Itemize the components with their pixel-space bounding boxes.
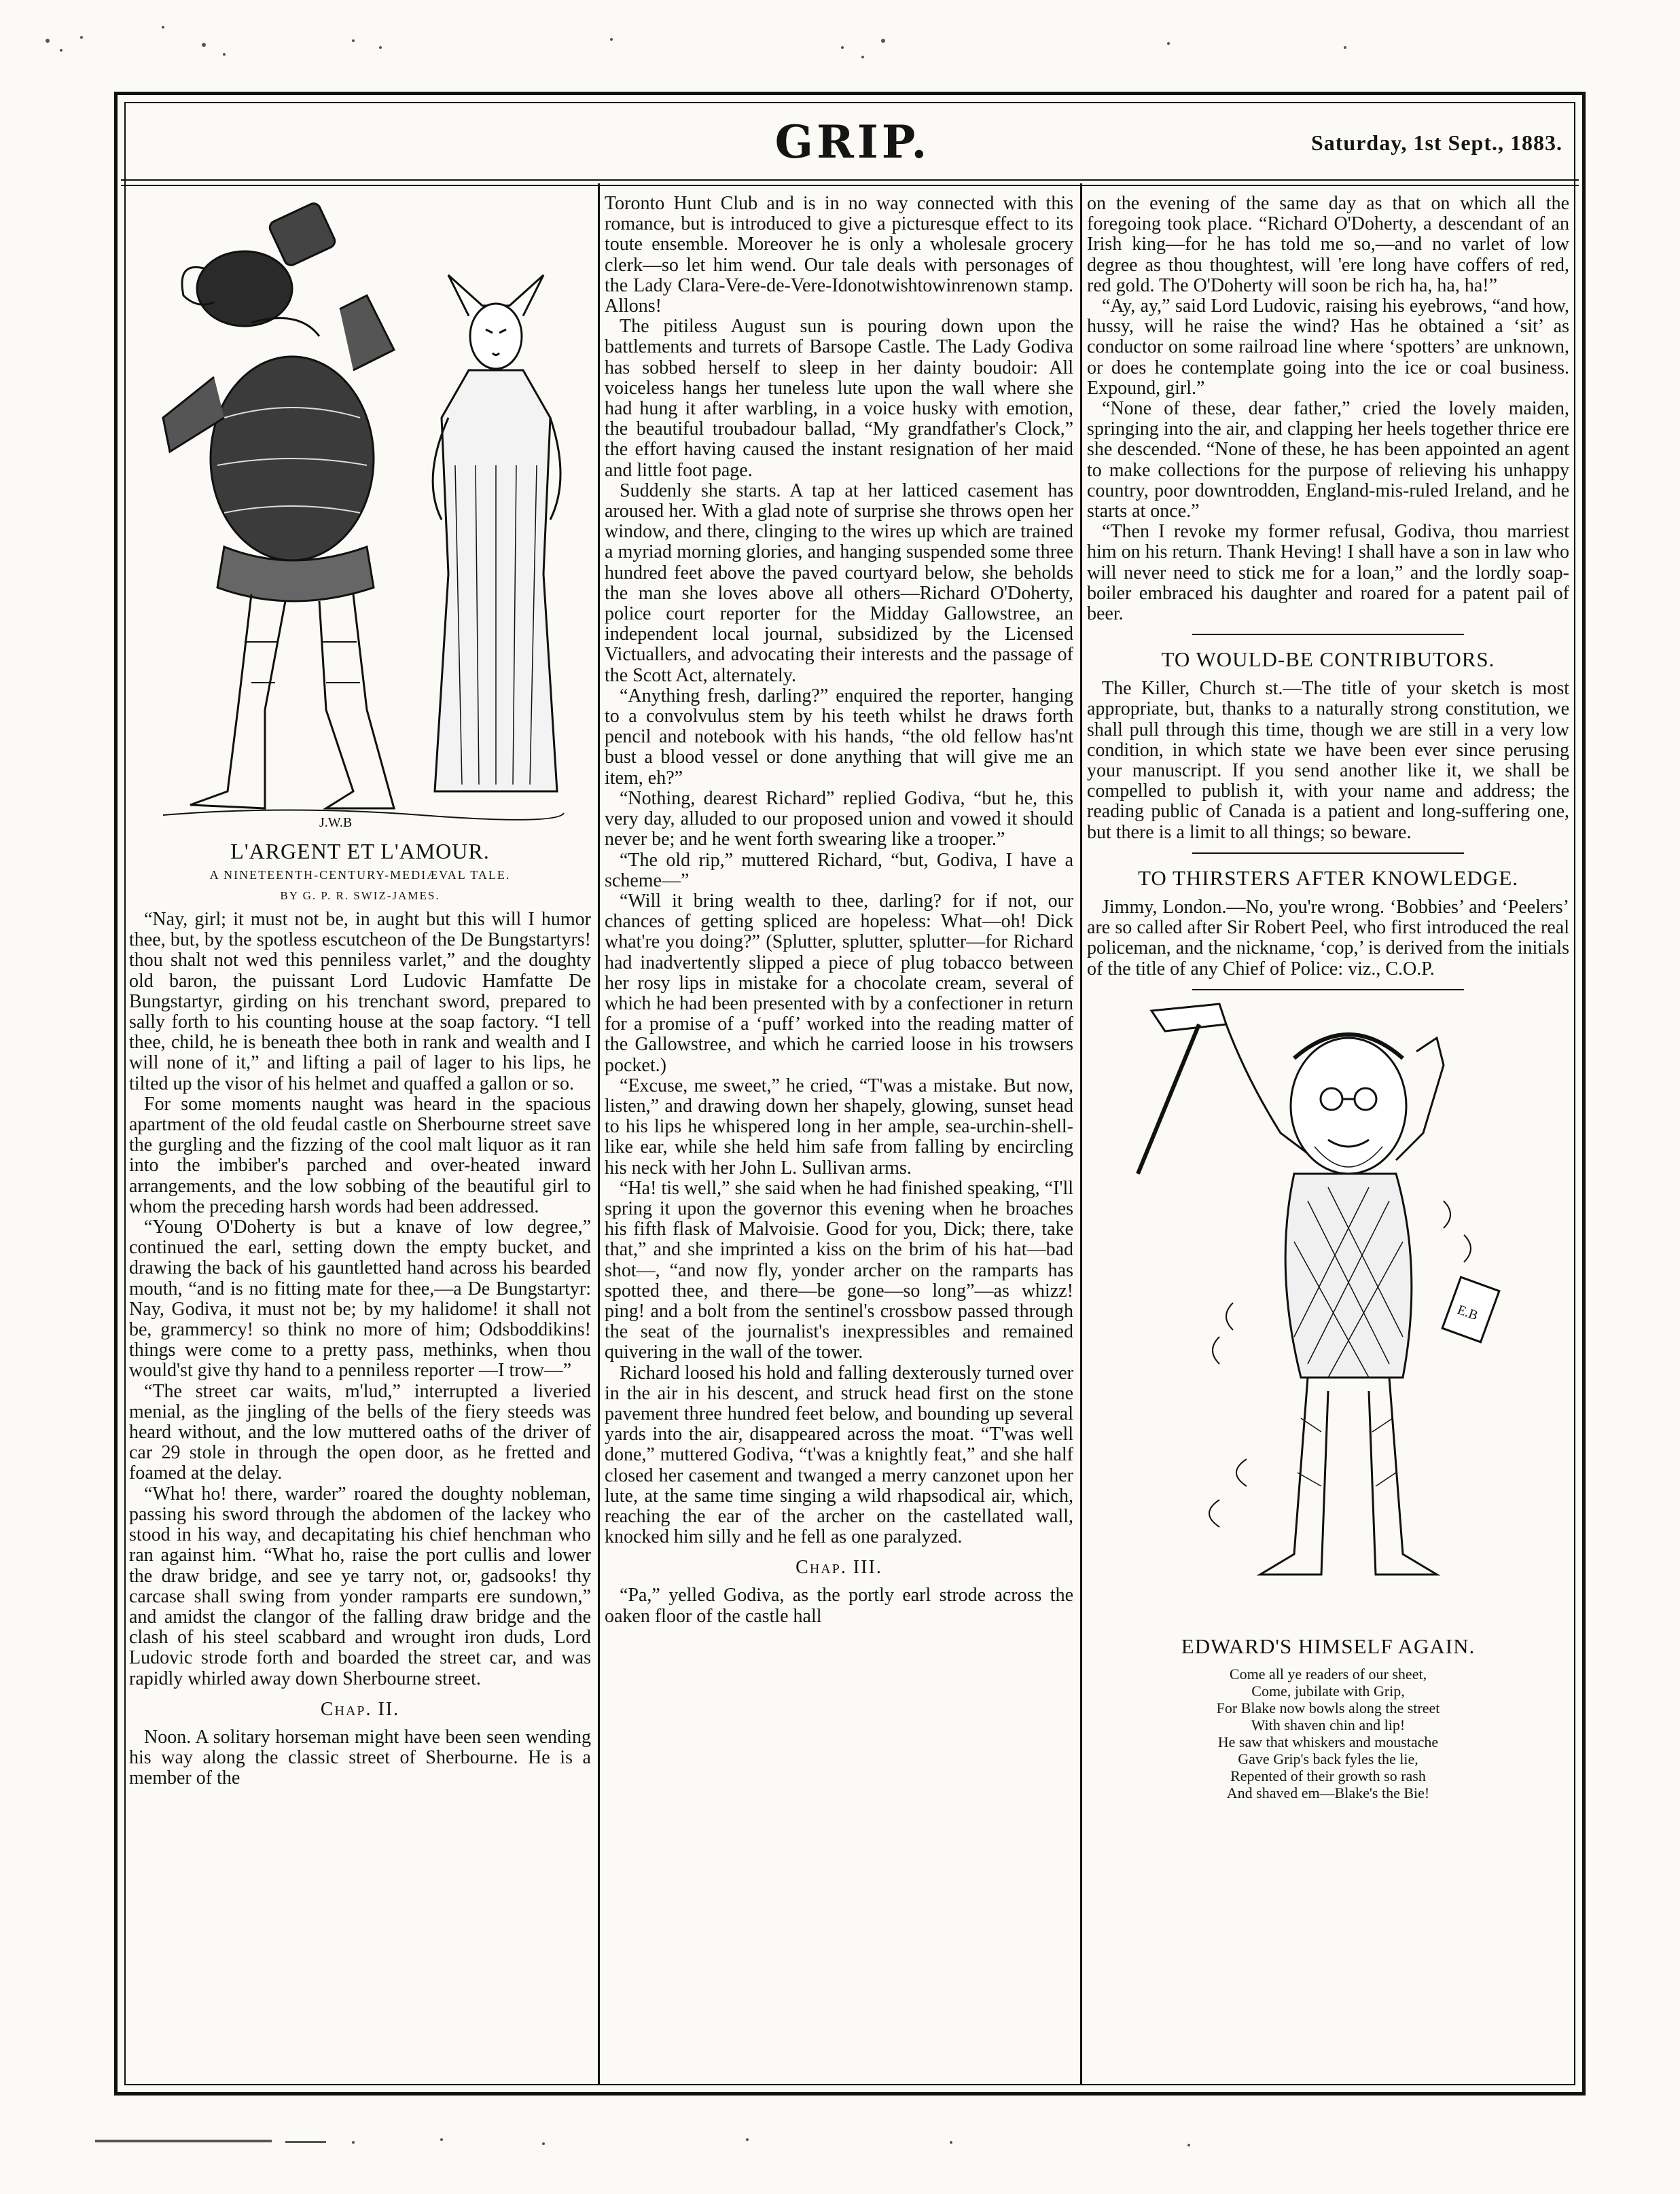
scan-noise-bottom	[0, 2112, 1680, 2187]
story-paragraph: “The old rip,” muttered Richard, “but, Godiva, I have a scheme—”	[605, 849, 1073, 891]
verse-line: With shaven chin and lip!	[1251, 1716, 1406, 1733]
story-paragraph: “Ay, ay,” said Lord Ludovic, raising his eyebrows, “and how, hussy, will he raise the wind? Has he obtained a ‘sit’ as conductor on some railroad line where ‘spotters’ are unknown, or does he contemplate going into the ice or coal business. Expound, girl.”	[1087, 295, 1569, 399]
masthead	[129, 102, 1576, 178]
story-title: L'ARGENT ET L'AMOUR.	[230, 839, 490, 863]
column-rule-2	[1080, 183, 1082, 2085]
scan-noise-top	[0, 0, 1680, 88]
verse-line: Repented of their growth so rash	[1230, 1767, 1426, 1784]
publication-title: GRIP.	[774, 115, 931, 168]
story-subtitle: A NINETEENTH-CENTURY-MEDIÆVAL TALE.	[209, 868, 511, 882]
story-paragraph: “Anything fresh, darling?” enquired the reporter, hanging to a convolvulus stem by his teeth whilst he draws forth pencil and notebook with his hands, “the old fellow has'nt bust a blood vessel or done anything that will give me an item, eh?”	[605, 685, 1073, 789]
story-paragraph: Noon. A solitary horseman might have been seen wending his way along the classic street of Sherbourne. He is a member of the	[129, 1726, 591, 1789]
story-paragraph: “Young O'Doherty is but a knave of low degree,” continued the earl, setting down the empty bucket, and drawing the back of his gauntletted hand across his bearded mouth, “and is no fitting mate for thee,—a De Bungstartyr: Nay, Godiva, it must not be; by my halidome! it shall not be, grammercy! so think no more of him; Odsboddikins! things were come to a pretty pass, methinks, when thou would'st give thy hand to a penniless reporter —I trow—”	[129, 1217, 591, 1382]
story-paragraph: For some moments naught was heard in the spacious apartment of the old feudal castle on Sherbourne street save the gurgling and the fizzing of the cool malt liquor as it ran into the imbiber's parched and over-heated inward arrangements, and the low sobbing of the beautiful girl to whom the preceding harsh words had been addressed.	[129, 1093, 591, 1217]
story-paragraph: on the evening of the same day as that on which all the foregoing took place. “Richard O'Doherty, a descendant of an Irish king—for he has told me so,—and no varlet of low degree as thou thoughtest, will 'ere long have coffers of red, red gold. The O'Doherty will soon be rich ha, ha, ha!”	[1087, 194, 1569, 296]
story-paragraph: Richard loosed his hold and falling dexterously turned over in the air in his descent, and struck head first on the stone pavement three hundred feet below, and bounding up several yards into the air, disappeared across the moat. “T'was well done,” muttered Godiva, “t'was a knightly feat,” and she half closed her casement and twanged a merry canzonet upon her lute, at the same time singing a wild rhapsodical air, which, reaching the ear of the archer on the castellated wall, knocked him silly and he fell as one paralyzed.	[605, 1362, 1073, 1548]
contributors-heading: TO WOULD-BE CONTRIBUTORS.	[1161, 647, 1495, 672]
verse-line: And shaved em—Blake's the Bie!	[1226, 1784, 1430, 1801]
verse-line: For Blake now bowls along the street	[1216, 1699, 1440, 1716]
column-rule-1	[598, 183, 600, 2085]
story-paragraph: “What ho! there, warder” roared the doughty nobleman, passing his sword through the abdomen of the lackey who stood in his way, and decapitating his chief henchman who ran against him. “What ho, raise the port cullis and lower the draw bridge, and see ye tarry not, or, gadsooks! thy carcase shall swing from yonder ramparts ere sundown,” and amidst the clangor of the falling draw bridge and the clash of his steel scabbard and wrought iron duds, Lord Ludovic strode forth and boarded the street car, and was rapidly whirled away down Sherbourne street.	[129, 1483, 591, 1689]
section-divider	[1192, 989, 1464, 990]
thirsters-heading: TO THIRSTERS AFTER KNOWLEDGE.	[1137, 865, 1519, 890]
story-paragraph: Toronto Hunt Club and is in no way connected with this romance, but is introduced to give a picturesque effect to its toute ensemble. Moreover he is only a wholesale grocery clerk—so let him wend. Our tale deals with personages of the Lady Clara-Vere-de-Vere-Idonotwishtowinrenown stamp. Allons!	[605, 194, 1073, 317]
story-paragraph: “Excuse, me sweet,” he cried, “T'was a mistake. But now, listen,” and drawing down her shapely, glowing, sunset head to his lips he whispered long in her ample, sea-urchin-shell-like ear, while she held him safe from falling by encircling his neck with her John L. Sullivan arms.	[605, 1075, 1073, 1179]
verse-line: Come, jubilate with Grip,	[1251, 1682, 1405, 1700]
edward-caricature-illustration	[1124, 997, 1532, 1622]
masthead-rule	[121, 179, 1579, 181]
knight-and-lady-illustration	[149, 194, 571, 832]
pail-label: E.B	[1455, 1301, 1480, 1323]
contributors-text: The Killer, Church st.—The title of your sketch is most appropriate, but, thanks to a naturally strong constitution, we shall pull through this time, though we are still in a very low condition, in which state we have been ever since perusing your manuscript. If you send another like it, we shall be compelled to publish it, with your name and address; the reading public of Canada is a patient and long-suffering one, but there is a limit to all things; so beware.	[1087, 678, 1569, 843]
masthead-rule-2	[121, 185, 1579, 186]
column-1	[129, 194, 591, 2082]
thirsters-text: Jimmy, London.—No, you're wrong. ‘Bobbies’ and ‘Peelers’ are so called after Sir Robert Peel, who first introduced the real policeman, and the nickname, ‘cop,’ is derived from the initials of the title of any Chief of Police: viz., C.O.P.	[1087, 896, 1569, 979]
verse-line: Gave Grip's back fyles the lie,	[1238, 1750, 1418, 1767]
illustration-signature: J.W.B	[319, 815, 353, 830]
edward-heading: EDWARD'S HIMSELF AGAIN.	[1181, 1634, 1476, 1658]
story-paragraph: “None of these, dear father,” cried the lovely maiden, springing into the air, and clapping her heels together thrice ere she descended. “None of these, he has been appointed an agent to make collections for the purpose of relieving his unhappy country, poor downtrodden, England-mis-ruled Ireland, and he starts at once.”	[1087, 398, 1569, 522]
story-paragraph: “Nothing, dearest Richard” replied Godiva, “but he, this very day, alluded to our proposed union and vowed it should never be; and he went forth swearing like a trooper.”	[605, 787, 1073, 850]
chapter-heading: Chap. II.	[320, 1698, 400, 1720]
verse-line: He saw that whiskers and moustache	[1217, 1733, 1439, 1750]
column-2	[605, 194, 1073, 2082]
story-paragraph: The pitiless August sun is pouring down upon the battlements and turrets of Barsope Castle. The Lady Godiva has sobbed herself to sleep in her dainty boudoir: All voiceless hangs her tuneless lute upon the wall where she had hung it after warbling, in a voice husky with emotion, the beautiful troubadour ballad, “My grandfather's Clock,” the effort having caused the instant resignation of her maid and little foot page.	[605, 316, 1073, 481]
column-3	[1087, 194, 1569, 2082]
verse-line: Come all ye readers of our sheet,	[1229, 1665, 1427, 1683]
story-paragraph: “Pa,” yelled Godiva, as the portly earl strode across the oaken floor of the castle hall	[605, 1585, 1073, 1627]
chapter-heading: Chap. III.	[796, 1557, 882, 1579]
story-paragraph: “Then I revoke my former refusal, Godiva, thou marriest him on his return. Thank Heving! I shall have a son in law who will never need to stick me for a loan,” and the lordly soap-boiler embraced his daughter and roared for a patent pail of beer.	[1087, 521, 1569, 625]
story-paragraph: “The street car waits, m'lud,” interrupted a liveried menial, as the jingling of the bells of the fiery steeds was heard without, and the low muttered oaths of the driver of car 29 stole in through the open door, as he fretted and foamed at the delay.	[129, 1380, 591, 1484]
story-paragraph: “Ha! tis well,” she said when he had finished speaking, “I'll spring it upon the governor this evening when he broaches his fifth flask of Malvoisie. Good for you, Dick; there, take that,” and she imprinted a kiss on the brim of his hat—bad shot—, “and now fly, yonder archer on the ramparts has spotted thee, and there—be gone—so long”—as whizz! ping! and a bolt from the sentinel's crossbow passed through the seat of the journalist's inexpressibles and remained quivering in the wall of the tower.	[605, 1177, 1073, 1363]
story-byline: BY G. P. R. SWIZ-JAMES.	[280, 889, 440, 902]
story-paragraph: “Will it bring wealth to thee, darling? for if not, our chances of getting spliced are hopeless: What—oh! Dick what're you doing?” (Splutter, splutter, splutter—for Richard had inadvertently slipped a piece of plug tobacco between her rosy lips in mistake for a chocolate cream, several of which he had been presented with by a confectioner in return for a promise of a ‘puff’ worked into the reading matter of the Gallowstree, and which he carried loose in his trowsers pocket.)	[605, 890, 1073, 1076]
story-paragraph: Suddenly she starts. A tap at her latticed casement has aroused her. With a glad note of surprise she throws open her window, and there, clinging to the wires up which are trained a myriad morning glories, and hanging suspended some three hundred feet above the paved courtyard below, she beholds the man she loves above all others—Richard O'Doherty, police court reporter for the Midday Gallowstree, an independent local journal, subsidized by the Licensed Victuallers, and advocating their interests and the passage of the Scott Act, alternately.	[605, 480, 1073, 686]
issue-date: Saturday, 1st Sept., 1883.	[1310, 130, 1562, 155]
section-divider	[1192, 634, 1464, 635]
section-divider	[1192, 852, 1464, 854]
story-paragraph: “Nay, girl; it must not be, in aught but this will I humor thee, but, by the spotless escutcheon of the De Bungstartyrs! thou shalt not wed this penniless varlet,” and the doughty old baron, the puissant Lord Ludovic Hamfatte De Bungstartyr, girding on his trenchant sword, prepared to sally forth to his counting house at the soap factory. “I tell thee, child, he is beneath thee both in rank and wealth and I will none of it,” and lifting a pail of lager to his lips, he tilted up the visor of his helmet and quaffed a gallon or so.	[129, 909, 591, 1094]
